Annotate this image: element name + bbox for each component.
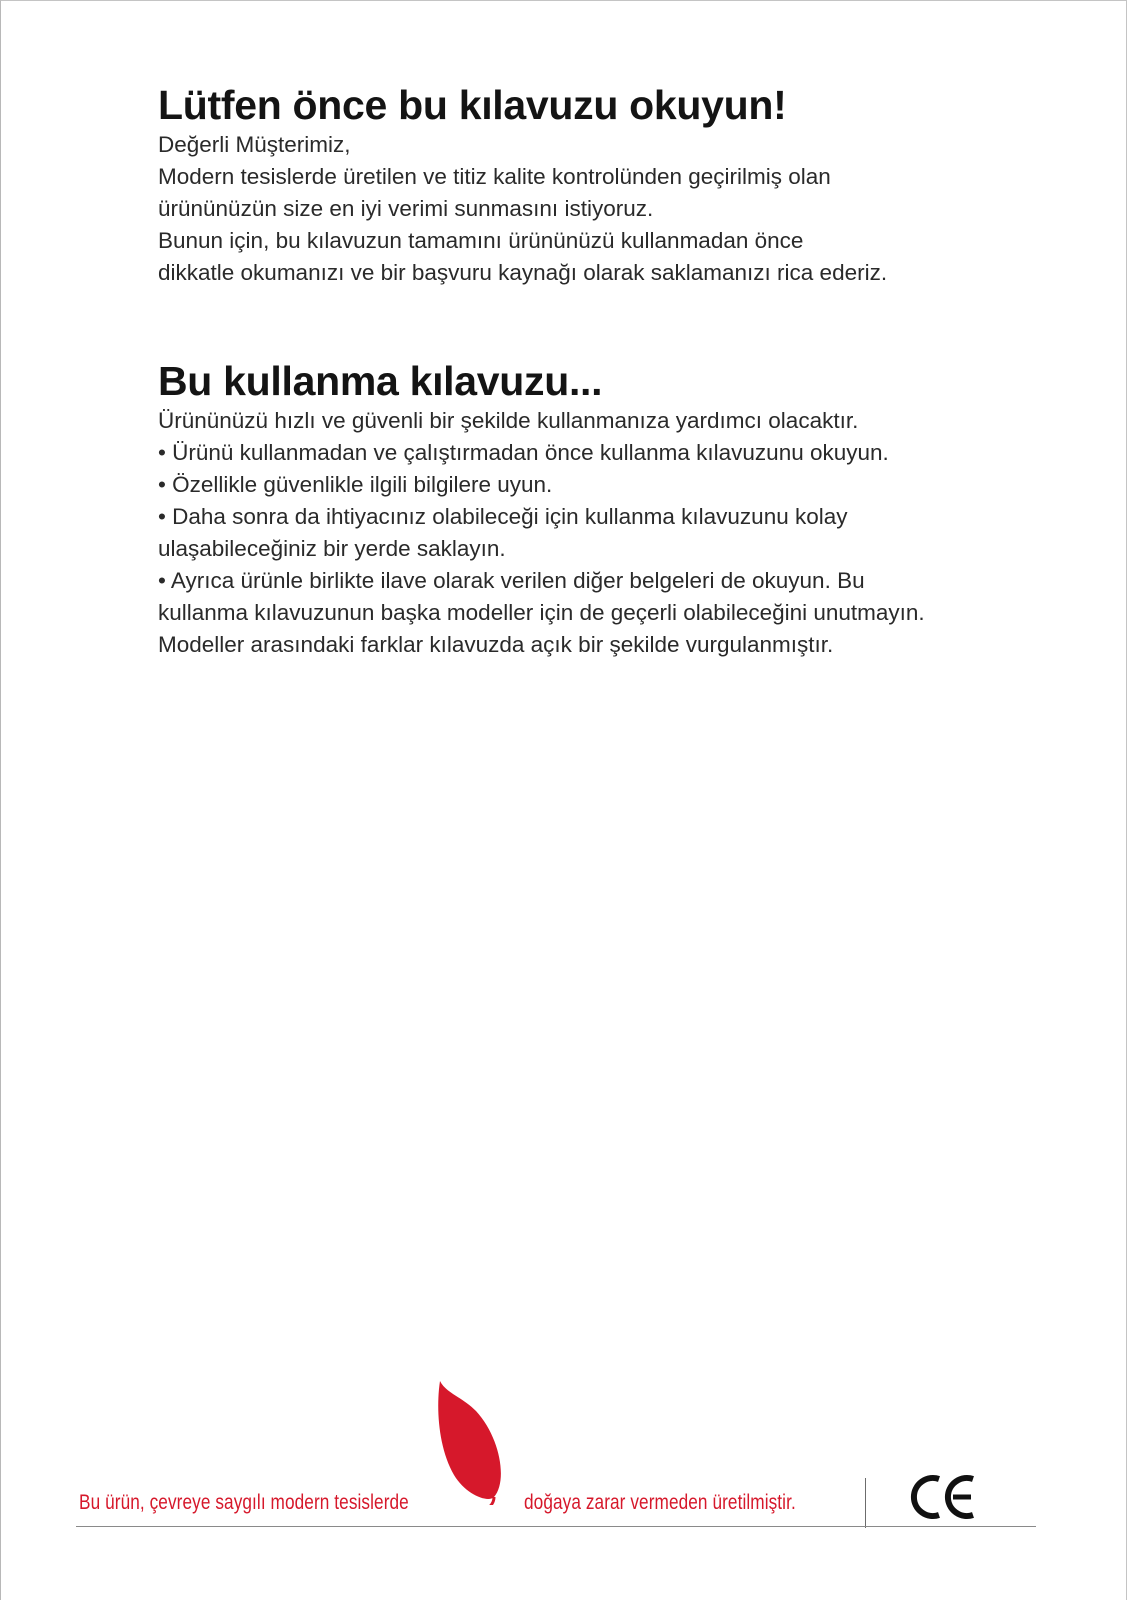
manual-info-section xyxy=(158,359,1058,661)
intro-body xyxy=(158,129,1058,289)
intro-line: dikkatle okumanızı ve bir başvuru kaynağı olarak saklamanızı rica ederiz. xyxy=(158,259,888,285)
eco-statement-right: doğaya zarar vermeden üretilmiştir. xyxy=(524,1491,796,1514)
leaf-icon xyxy=(436,1377,506,1505)
intro-line: Değerli Müşterimiz, xyxy=(158,131,351,157)
intro-title: Lütfen önce bu kılavuzu okuyun! xyxy=(158,82,787,128)
intro-section xyxy=(158,83,1058,289)
info-line: kullanma kılavuzunun başka modeller için de geçerli olabileceğini unutmayın. xyxy=(158,599,925,625)
footer-rule xyxy=(76,1526,1036,1527)
intro-line: Bunun için, bu kılavuzun tamamını ürününüzü kullanmadan önce xyxy=(158,227,804,253)
info-line: ulaşabileceğiniz bir yerde saklayın. xyxy=(158,535,506,561)
manual-info-title: Bu kullanma kılavuzu... xyxy=(158,358,603,404)
footer-divider xyxy=(865,1478,866,1528)
info-line: • Ürünü kullanmadan ve çalıştırmadan önce kullanma kılavuzunu okuyun. xyxy=(158,439,889,465)
info-line: • Ayrıca ürünle birlikte ilave olarak verilen diğer belgeleri de okuyun. Bu xyxy=(158,567,865,593)
intro-line: Modern tesislerde üretilen ve titiz kalite kontrolünden geçirilmiş olan xyxy=(158,163,831,189)
intro-line: ürününüzün size en iyi verimi sunmasını istiyoruz. xyxy=(158,195,654,221)
ce-mark-icon xyxy=(909,1473,981,1521)
info-line: • Özellikle güvenlikle ilgili bilgilere uyun. xyxy=(158,471,553,497)
info-line: Ürününüzü hızlı ve güvenli bir şekilde kullanmanıza yardımcı olacaktır. xyxy=(158,407,859,433)
manual-info-body xyxy=(158,405,1058,661)
eco-statement-left: Bu ürün, çevreye saygılı modern tesislerde xyxy=(79,1491,409,1514)
info-line: • Daha sonra da ihtiyacınız olabileceği için kullanma kılavuzunu kolay xyxy=(158,503,848,529)
info-line: Modeller arasındaki farklar kılavuzda açık bir şekilde vurgulanmıştır. xyxy=(158,631,834,657)
